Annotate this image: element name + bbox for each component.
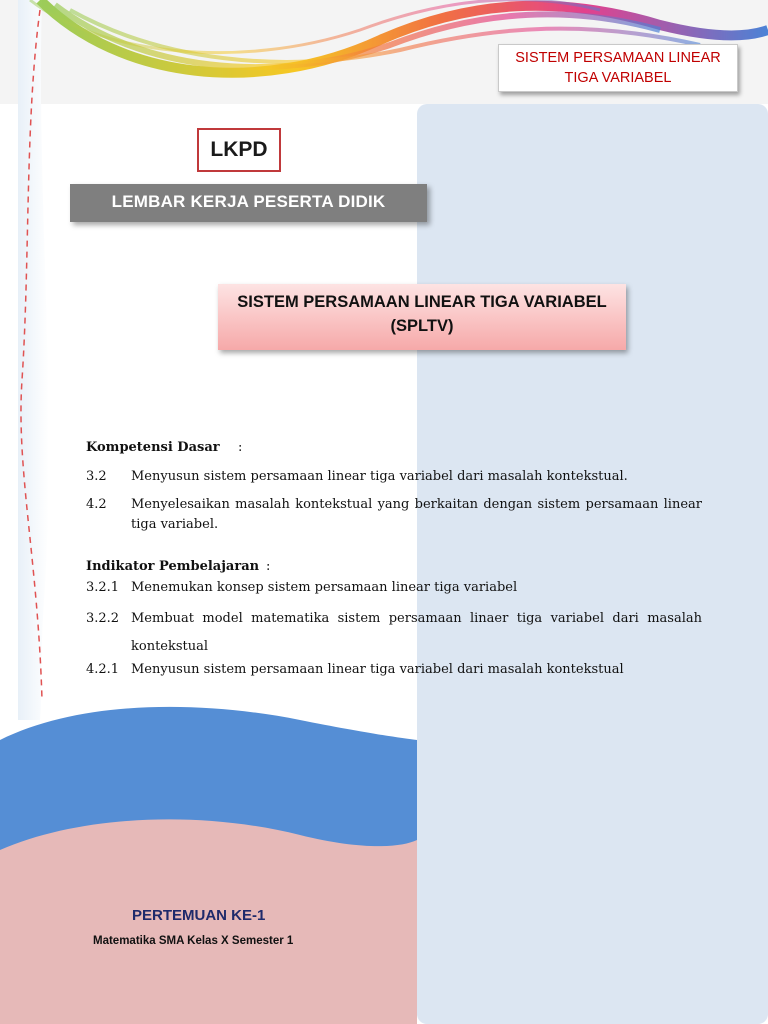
- meeting-title: PERTEMUAN KE-1: [132, 907, 266, 924]
- right-panel: [417, 104, 768, 1024]
- indikator-colon: :: [266, 559, 271, 574]
- item-number: 3.2.2: [86, 611, 120, 626]
- item-text: Menyusun sistem persamaan linear tiga variabel dari masalah kontekstual: [131, 662, 624, 677]
- item-number: 3.2: [86, 469, 107, 484]
- banner-lembar-kerja: LEMBAR KERJA PESERTA DIDIK: [70, 184, 427, 222]
- item-number: 4.2: [86, 497, 107, 512]
- header-title: SISTEM PERSAMAAN LINEAR TIGA VARIABEL: [515, 50, 721, 86]
- item-text: Membuat model matematika sistem persamaan linaer tiga variabel dari masalah kontekstual: [131, 611, 702, 654]
- item-number: 4.2.1: [86, 662, 120, 677]
- topic-box: [218, 284, 626, 350]
- indikator-heading: Indikator Pembelajaran: [86, 559, 260, 574]
- subject-subtitle: Matematika SMA Kelas X Semester 1: [93, 935, 294, 947]
- kompetensi-colon: :: [238, 440, 243, 455]
- item-text: Menyelesaikan masalah kontekstual yang berkaitan dengan sistem persamaan linear tiga variabel.: [131, 497, 702, 532]
- item-text: Menyusun sistem persamaan linear tiga variabel dari masalah kontekstual.: [131, 469, 628, 484]
- lkpd-label: LKPD: [197, 128, 281, 172]
- left-strip: [18, 0, 49, 720]
- topic-title: SISTEM PERSAMAAN LINEAR TIGA VARIABEL: [237, 293, 607, 311]
- kompetensi-heading: Kompetensi Dasar: [86, 440, 220, 455]
- topic-abbrev: (SPLTV): [390, 317, 454, 335]
- item-text: Menemukan konsep sistem persamaan linear tiga variabel: [131, 580, 518, 595]
- item-number: 3.2.1: [86, 580, 120, 595]
- header-title-box: [498, 44, 738, 92]
